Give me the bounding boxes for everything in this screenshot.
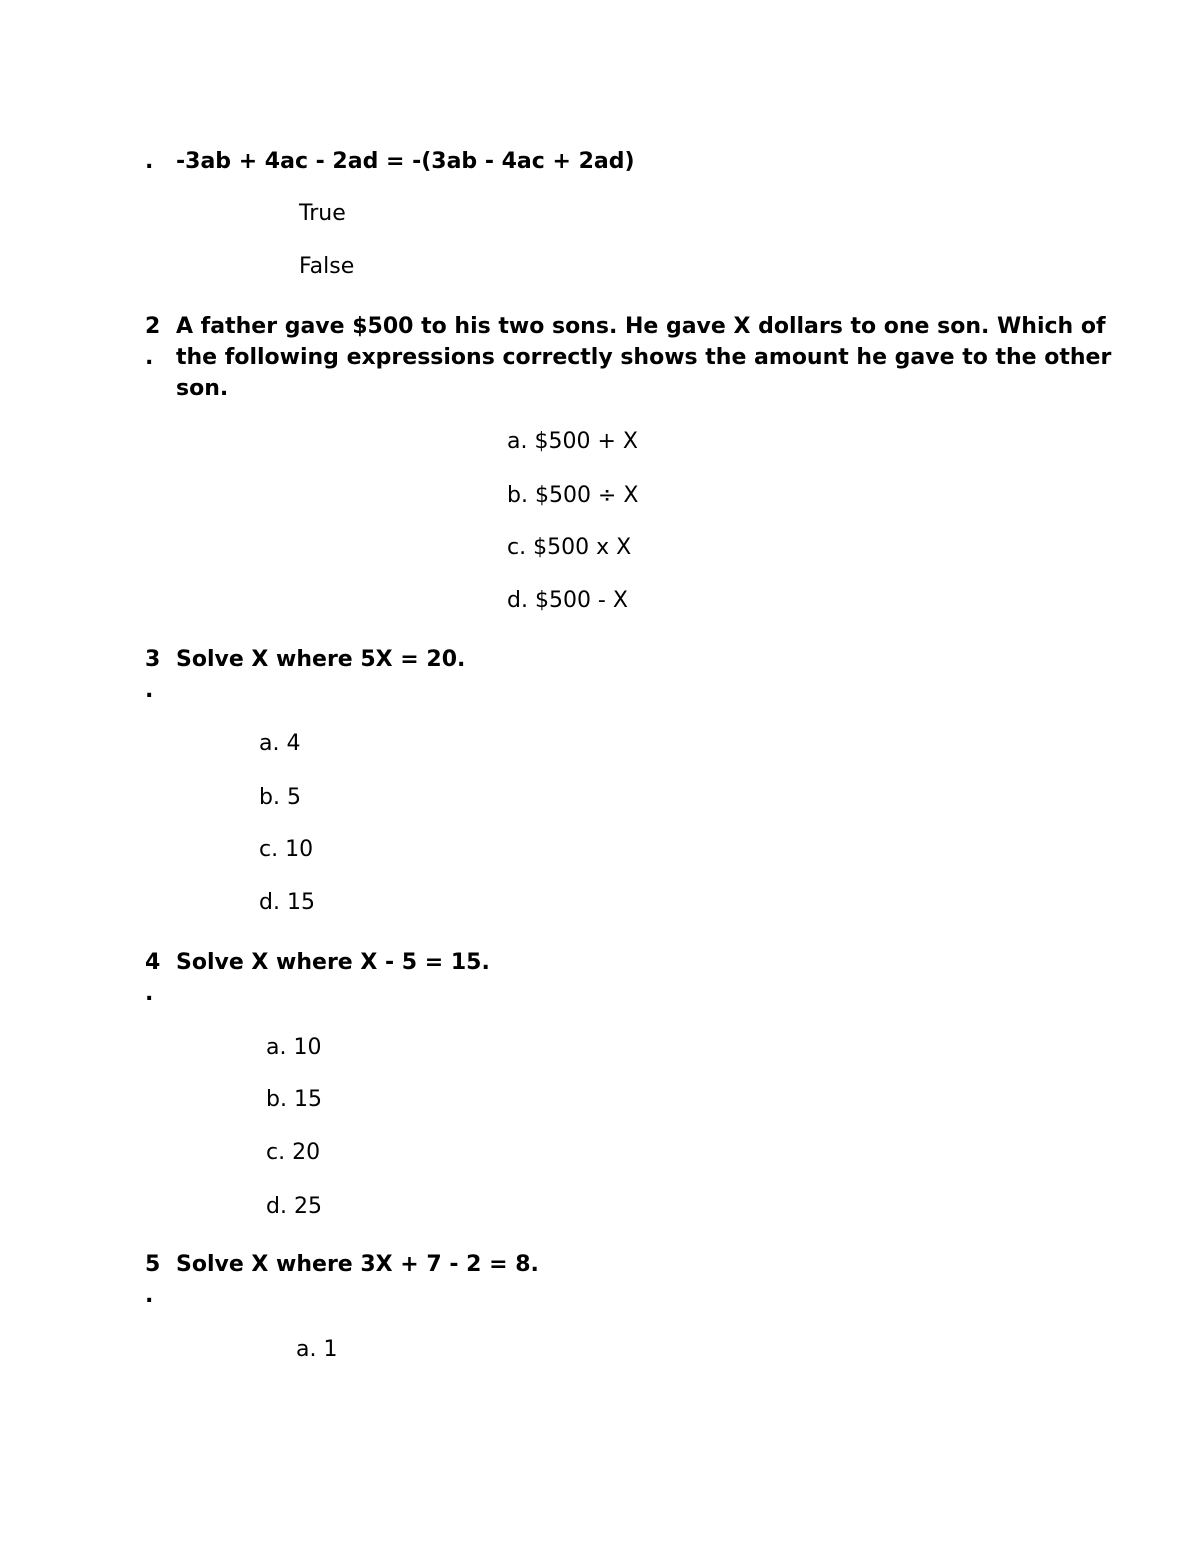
question-5-number: 5 . — [145, 1252, 161, 1308]
question-3-text: Solve X where 5X = 20. — [176, 647, 466, 672]
question-1-number: . — [145, 149, 154, 174]
question-1-text: -3ab + 4ac - 2ad = -(3ab - 4ac + 2ad) — [176, 149, 635, 174]
question-4-option-a: a. 10 — [266, 1035, 322, 1060]
question-5-text: Solve X where 3X + 7 - 2 = 8. — [176, 1252, 539, 1277]
question-2-option-b: b. $500 ÷ X — [507, 483, 639, 508]
question-3-number: 3 . — [145, 647, 161, 703]
question-4-text: Solve X where X - 5 = 15. — [176, 950, 490, 975]
question-4-option-b: b. 15 — [266, 1087, 322, 1112]
question-4-option-d: d. 25 — [266, 1194, 322, 1219]
question-3-option-c: c. 10 — [259, 837, 314, 862]
question-5-option-a: a. 1 — [296, 1337, 338, 1362]
question-3-option-b: b. 5 — [259, 785, 301, 810]
question-4-option-c: c. 20 — [266, 1140, 321, 1165]
question-2-option-c: c. $500 x X — [507, 535, 632, 560]
question-3-option-d: d. 15 — [259, 890, 315, 915]
question-2-text: A father gave $500 to his two sons. He gave X dollars to one son. Which of the following expressions correctly shows the amount he gave to the other son. — [176, 314, 1112, 401]
question-1-option-true: True — [299, 201, 346, 226]
question-4-number: 4 . — [145, 950, 161, 1006]
question-2-number: 2 . — [145, 314, 161, 370]
question-1-option-false: False — [299, 254, 355, 279]
question-2-option-d: d. $500 - X — [507, 588, 628, 613]
question-3-option-a: a. 4 — [259, 731, 301, 756]
question-2-option-a: a. $500 + X — [507, 429, 638, 454]
